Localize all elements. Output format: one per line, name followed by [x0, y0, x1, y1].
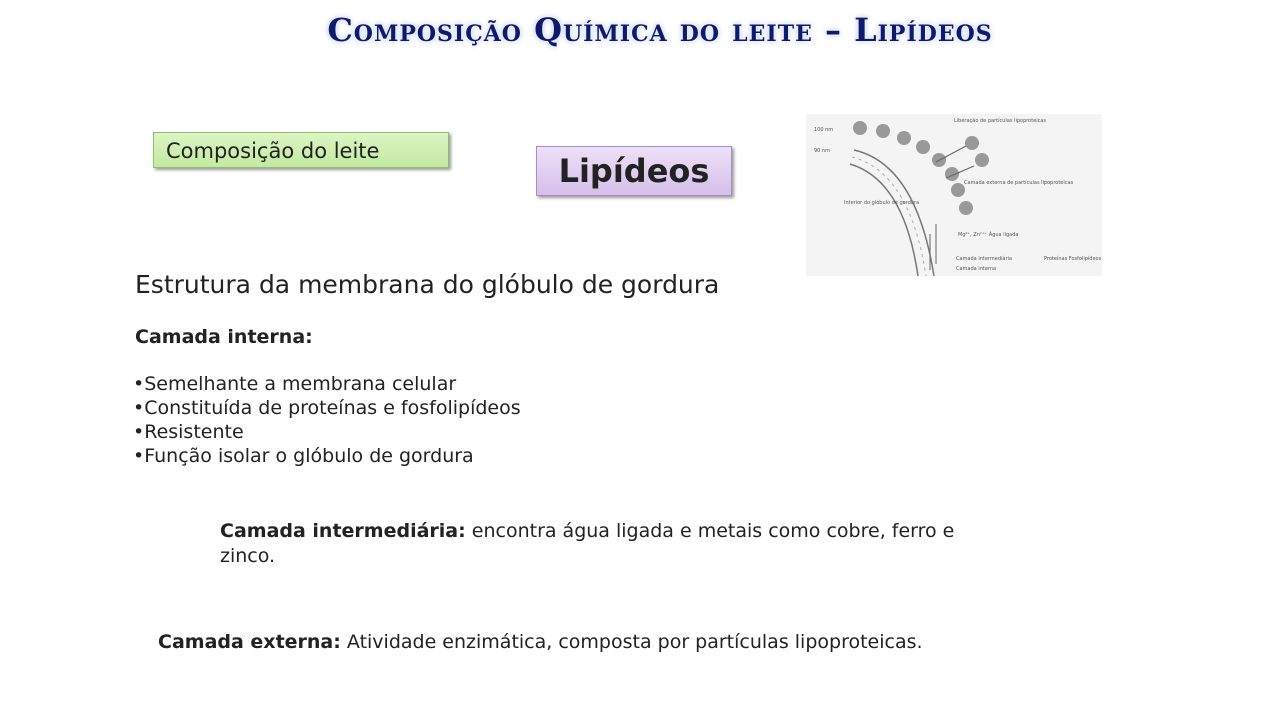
metais-label: Mg²⁺, Zn²⁺⁺ Água ligada — [958, 232, 1019, 238]
lipoprotein-particle — [876, 124, 890, 138]
membrane-inner-line — [850, 164, 918, 276]
released-particle — [965, 136, 979, 150]
released-particle — [975, 153, 989, 167]
lipideos-label: Lipídeos — [536, 146, 732, 196]
camada-intermediaria-label: Camada intermediária: — [220, 520, 466, 542]
list-item: • Constituída de proteínas e fosfolipídeos — [133, 396, 521, 420]
scale-mid-label: 90 nm — [814, 148, 830, 154]
scale-top-label: 100 nm — [814, 127, 834, 133]
lipoprotein-particle — [897, 131, 911, 145]
membrane-diagram — [806, 114, 1102, 276]
interior-label: Interior do glóbulo de gordura — [844, 200, 920, 206]
intermediaria-label: Camada intermediária — [956, 256, 1012, 262]
camada-externa-text: Atividade enzimática, composta por partículas lipoproteicas. — [340, 631, 923, 653]
list-item: • Semelhante a membrana celular — [133, 372, 521, 396]
lipoprotein-particle — [951, 183, 965, 197]
section-heading: Estrutura da membrana do glóbulo de gordura — [135, 270, 720, 299]
camada-externa-title: Camada externa: — [158, 631, 341, 653]
lipoprotein-particle — [945, 167, 959, 181]
lipoprotein-particle — [853, 121, 867, 135]
proteinas-label: Proteínas Fosfolipídeos — [1044, 256, 1102, 262]
camada-externa-label: Camada externa de partículas lipoproteicas — [964, 180, 1074, 186]
list-item: • Função isolar o glóbulo de gordura — [133, 444, 521, 468]
interna-label: Camada interna — [956, 266, 997, 272]
lipoprotein-particle — [959, 201, 973, 215]
camada-interna-label: Camada interna: — [135, 326, 313, 348]
list-item: • Resistente — [133, 420, 521, 444]
camada-interna-list — [133, 372, 521, 468]
liberacao-label: Liberação de partículas lipoproteicas — [954, 118, 1047, 124]
page-title: Composição Química do leite – Lipídeos — [327, 11, 993, 49]
membrane-diagram-svg — [806, 114, 1102, 276]
lipoprotein-particle — [916, 140, 930, 154]
composicao-label: Composição do leite — [153, 132, 449, 168]
camada-intermediaria-text: encontra água ligada e metais como cobre, ferro e zinco. — [220, 520, 955, 567]
camada-externa-paragraph — [158, 630, 928, 655]
camada-intermediaria-paragraph — [220, 519, 1010, 569]
membrane-outer-line — [854, 150, 934, 276]
